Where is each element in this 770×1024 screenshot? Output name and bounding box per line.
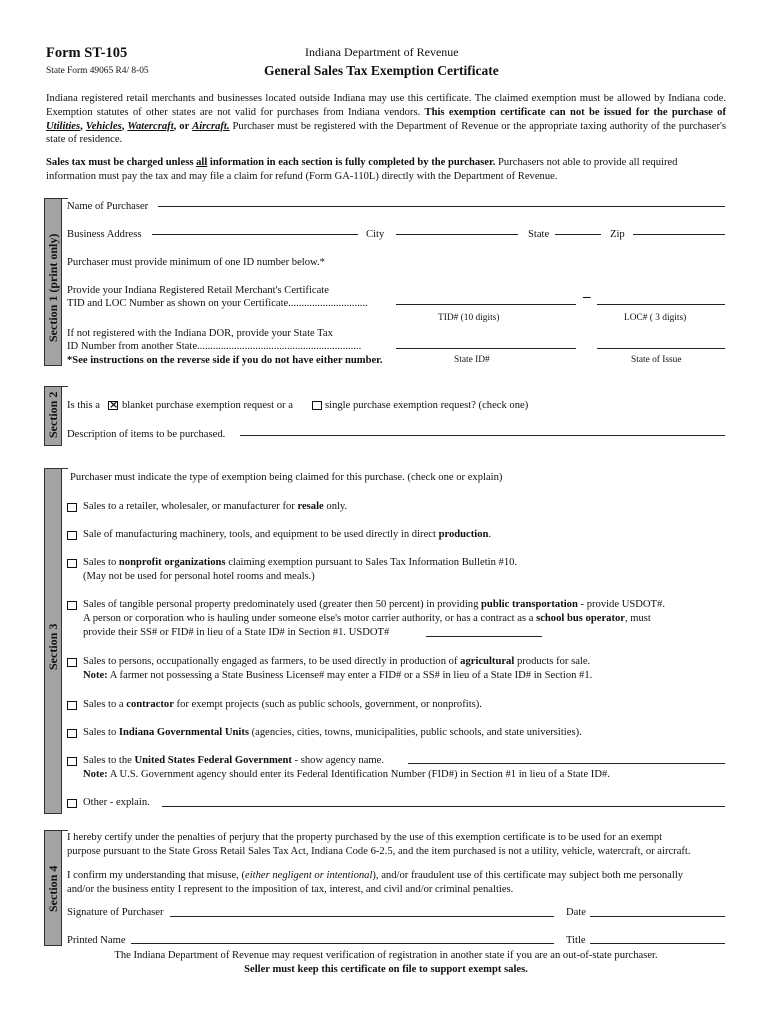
state-field[interactable] bbox=[555, 234, 601, 235]
resale-option: Sales to a retailer, wholesaler, or manufacturer for resale only. bbox=[83, 501, 348, 512]
tid-loc-dash: – bbox=[583, 289, 591, 305]
not-registered-line-2: ID Number from another State.............................................................. bbox=[67, 341, 362, 352]
title-field[interactable] bbox=[590, 943, 725, 944]
zip-label: Zip bbox=[610, 229, 625, 240]
date-field[interactable] bbox=[590, 916, 725, 917]
state-id-caption: State ID# bbox=[454, 355, 490, 365]
governmental-units-option: Sales to Indiana Governmental Units (agencies, cities, towns, municipalities, public schools, and state universities). bbox=[83, 727, 582, 738]
misuse-confirmation-2: and/or the business entity I represent to the imposition of tax, interest, and civil and/or criminal penalties. bbox=[67, 884, 514, 895]
section-2-bracket bbox=[62, 386, 68, 387]
public-transportation-option: Sales of tangible personal property predominately used (greater then 50 percent) in providing public transportation - provide USDOT#. bbox=[83, 599, 665, 610]
public-transportation-checkbox[interactable] bbox=[67, 601, 77, 610]
misuse-confirmation-1: I confirm my understanding that misuse, (either negligent or intentional), and/or fraudulent use of this certificate may subject both me personally bbox=[67, 870, 684, 881]
not-registered-line-1: If not registered with the Indiana DOR, provide your State Tax bbox=[67, 328, 333, 339]
verification-notice: The Indiana Department of Revenue may request verification of registration in another state if you are an out-of-state purchaser. bbox=[114, 950, 658, 961]
other-option: Other - explain. bbox=[83, 797, 150, 808]
zip-field[interactable] bbox=[633, 234, 725, 235]
federal-government-checkbox[interactable] bbox=[67, 757, 77, 766]
section-2-label: Section 2 bbox=[46, 391, 60, 438]
production-checkbox[interactable] bbox=[67, 531, 77, 540]
description-label: Description of items to be purchased. bbox=[67, 429, 226, 440]
printed-name-label: Printed Name bbox=[67, 935, 126, 946]
section-4-label: Section 4 bbox=[46, 865, 60, 912]
blanket-option-label: blanket purchase exemption request or a bbox=[122, 400, 293, 411]
production-option: Sale of manufacturing machinery, tools, and equipment to be used directly in direct production. bbox=[83, 529, 492, 540]
single-purchase-checkbox[interactable] bbox=[312, 401, 322, 410]
other-explain-field[interactable] bbox=[162, 806, 725, 807]
see-instructions-note: *See instructions on the reverse side if you do not have either number. bbox=[67, 355, 383, 366]
city-field[interactable] bbox=[396, 234, 518, 235]
agency-name-field[interactable] bbox=[408, 763, 725, 764]
state-id-field[interactable] bbox=[396, 348, 576, 349]
nonprofit-option: Sales to nonprofit organizations claiming exemption pursuant to Sales Tax Information Bulletin #10. bbox=[83, 557, 518, 568]
retail-cert-line-2: TID and LOC Number as shown on your Certificate.............................. bbox=[67, 298, 368, 309]
contractor-option: Sales to a contractor for exempt projects (such as public schools, government, or nonprofits). bbox=[83, 699, 482, 710]
business-address-label: Business Address bbox=[67, 229, 142, 240]
section-3-label: Section 3 bbox=[46, 623, 60, 670]
contractor-checkbox[interactable] bbox=[67, 701, 77, 710]
form-number: Form ST-105 bbox=[46, 45, 128, 61]
nonprofit-note: (May not be used for personal hotel rooms and meals.) bbox=[83, 571, 315, 582]
date-label: Date bbox=[566, 907, 586, 918]
agricultural-option: Sales to persons, occupationally engaged as farmers, to be used directly in production of agricultural products for sale. bbox=[83, 656, 591, 667]
usdot-field[interactable] bbox=[426, 636, 542, 637]
blanket-checkbox[interactable] bbox=[108, 401, 118, 410]
intro-paragraph: Indiana registered retail merchants and businesses located outside Indiana may use this certificate. The claimed exemption must be allowed by Indiana code. Exemption statutes of other states are not valid for purchases from Indiana vendors. This exemption certificate can not be issued for the purchase of Utilities, Vehicles, Watercraft, or Aircraft. Purchaser must be registered with the Department of Revenue or the appropriate taxing authority of the purchaser's state of residence. bbox=[46, 93, 727, 146]
other-checkbox[interactable] bbox=[67, 799, 77, 808]
purchaser-name-field[interactable] bbox=[158, 206, 725, 207]
certification-line-1: I hereby certify under the penalties of perjury that the property purchased by the use of this exemption certificate is to be used for an exempt bbox=[67, 832, 663, 843]
seller-retention-notice: Seller must keep this certificate on file to support exempt sales. bbox=[244, 964, 528, 975]
federal-government-note: Note: A U.S. Government agency should enter its Federal Identification Number (FID#) in Section #1 in lieu of a State ID#. bbox=[83, 769, 610, 780]
form-title: General Sales Tax Exemption Certificate bbox=[264, 63, 499, 78]
title-label: Title bbox=[566, 935, 586, 946]
state-form-number: State Form 49065 R4/ 8-05 bbox=[46, 66, 149, 76]
single-purchase-label: single purchase exemption request? (check one) bbox=[325, 400, 529, 411]
resale-checkbox[interactable] bbox=[67, 503, 77, 512]
section-1-label: Section 1 (print only) bbox=[46, 233, 60, 342]
section-1-bracket bbox=[62, 198, 68, 199]
tid-caption: TID# (10 digits) bbox=[438, 313, 500, 323]
tax-charge-notice: Sales tax must be charged unless all information in each section is fully completed by the purchaser. Purchasers not able to provide all required information must pay the tax and may file a claim for refund (Form GA-110L) directly with the Department of Revenue. bbox=[46, 157, 678, 182]
nonprofit-checkbox[interactable] bbox=[67, 559, 77, 568]
loc-caption: LOC# ( 3 digits) bbox=[624, 313, 687, 323]
department-name: Indiana Department of Revenue bbox=[305, 45, 459, 59]
signature-field[interactable] bbox=[170, 916, 554, 917]
public-transportation-detail-2: provide their SS# or FID# in lieu of a State ID# in Section #1. USDOT# bbox=[83, 627, 390, 638]
business-address-field[interactable] bbox=[152, 234, 358, 235]
tid-field[interactable] bbox=[396, 304, 576, 305]
state-of-issue-field[interactable] bbox=[597, 348, 725, 349]
agricultural-checkbox[interactable] bbox=[67, 658, 77, 667]
loc-field[interactable] bbox=[597, 304, 725, 305]
state-of-issue-caption: State of Issue bbox=[631, 355, 682, 365]
retail-cert-line-1: Provide your Indiana Registered Retail Merchant's Certificate bbox=[67, 285, 329, 296]
state-label: State bbox=[528, 229, 550, 240]
public-transportation-detail-1: A person or corporation who is hauling under someone else's motor carrier authority, or has a contract as a school bus operator, must bbox=[83, 613, 651, 624]
printed-name-field[interactable] bbox=[131, 943, 554, 944]
section-3-bracket bbox=[62, 468, 68, 469]
section-3-intro: Purchaser must indicate the type of exemption being claimed for this purchase. (check one or explain) bbox=[70, 472, 503, 483]
exemption-type-question: Is this a bbox=[67, 400, 100, 411]
description-field[interactable] bbox=[240, 435, 725, 436]
certification-line-2: purpose pursuant to the State Gross Retail Sales Tax Act, Indiana Code 6-2.5, and the item purchased is not a utility, vehicle, watercraft, or aircraft. bbox=[67, 846, 691, 857]
signature-label: Signature of Purchaser bbox=[67, 907, 164, 918]
min-id-note: Purchaser must provide minimum of one ID number below.* bbox=[67, 257, 325, 268]
governmental-units-checkbox[interactable] bbox=[67, 729, 77, 738]
city-label: City bbox=[366, 229, 385, 240]
agricultural-note: Note: A farmer not possessing a State Business License# may enter a FID# or a SS# in lieu of a State ID# in Section #1. bbox=[83, 670, 593, 681]
purchaser-name-label: Name of Purchaser bbox=[67, 201, 149, 212]
federal-government-option: Sales to the United States Federal Government - show agency name. bbox=[83, 755, 384, 766]
